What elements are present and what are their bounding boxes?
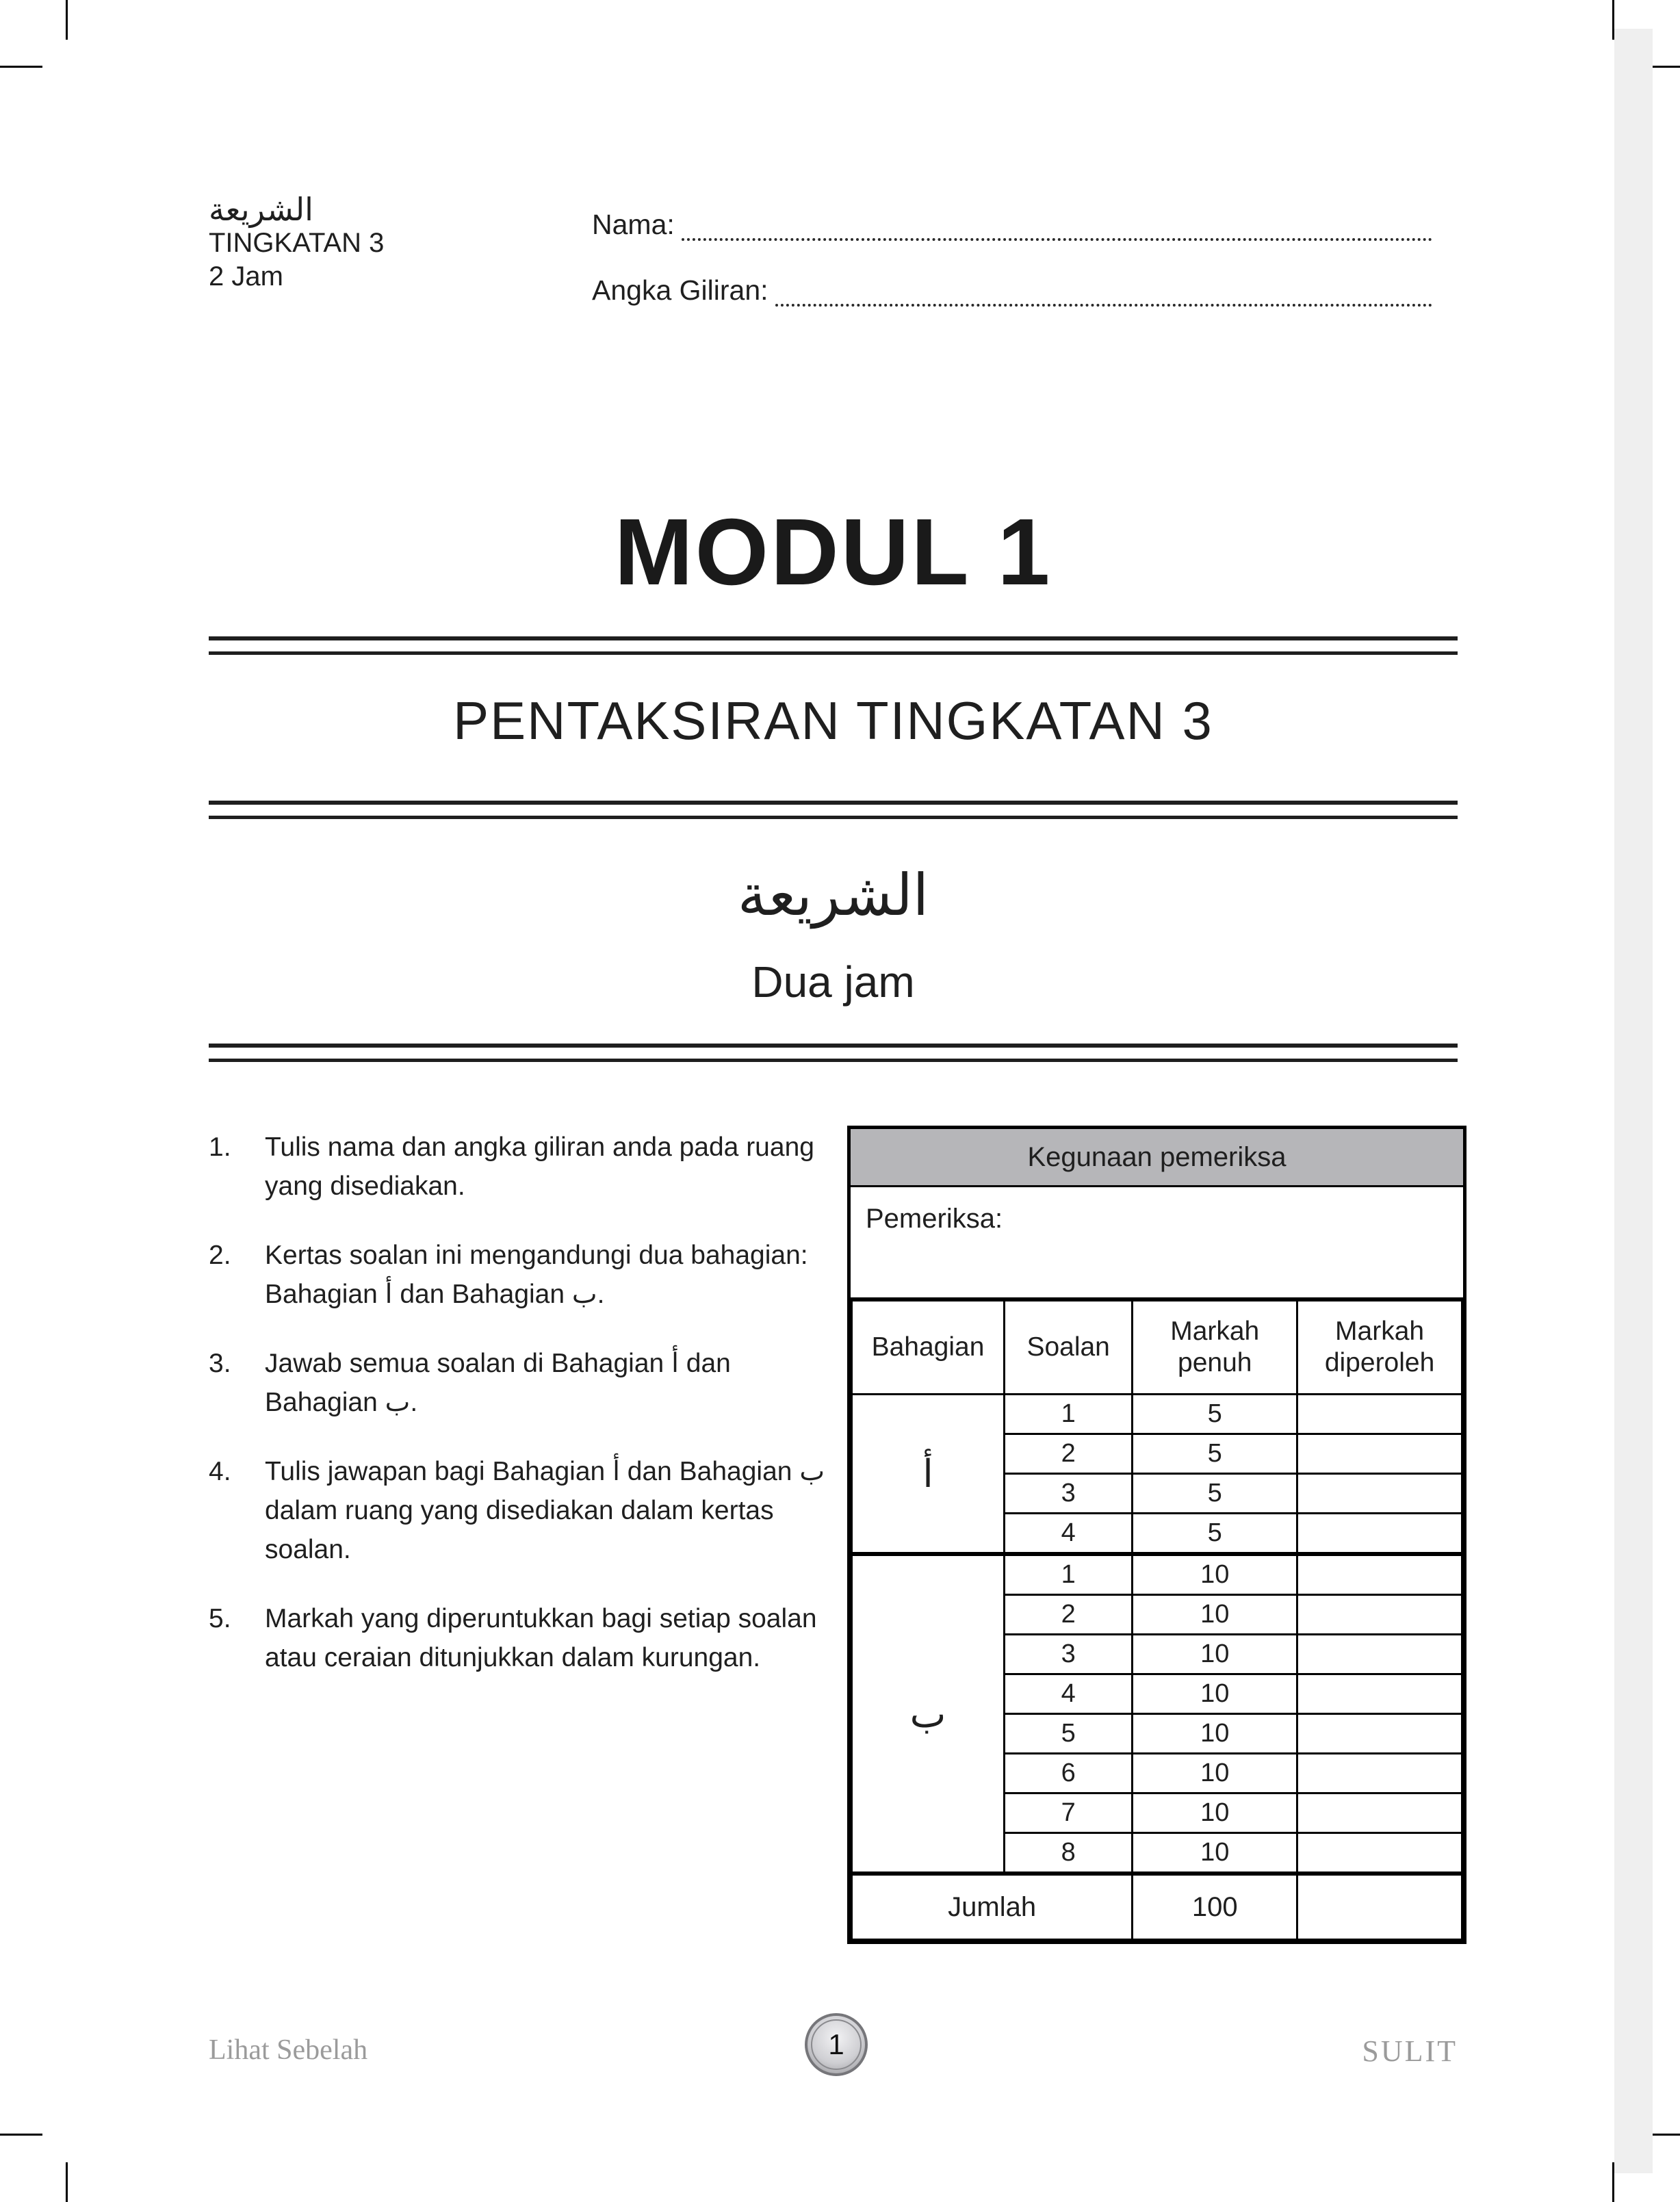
- header-subject-block: [209, 193, 384, 294]
- instruction-number: 1.: [209, 1132, 231, 1162]
- total-obtained-cell: [1297, 1874, 1462, 1940]
- rule-line: [209, 1044, 1458, 1048]
- divider-rule: [209, 1044, 1458, 1062]
- instruction-number: 5.: [209, 1604, 231, 1633]
- page-number: 1: [828, 2028, 844, 2060]
- rule-line: [209, 816, 1458, 819]
- soalan-cell: 3: [1005, 1635, 1133, 1674]
- markah-penuh-cell: 10: [1133, 1554, 1297, 1595]
- candidate-details-block: [592, 203, 1432, 334]
- column-header-soalan: Soalan: [1005, 1301, 1133, 1395]
- markah-penuh-cell: 10: [1133, 1714, 1297, 1754]
- instruction-item: [209, 1599, 828, 1677]
- name-label: Nama:: [592, 209, 675, 240]
- markah-penuh-cell: 10: [1133, 1833, 1297, 1874]
- page-edge-shadow: [1614, 29, 1653, 2173]
- markah-diperoleh-cell: [1297, 1754, 1462, 1793]
- index-number-fill-line: [775, 272, 1432, 307]
- module-title: MODUL 1: [614, 500, 1052, 605]
- instruction-number: 3.: [209, 1349, 231, 1378]
- rule-line: [209, 651, 1458, 655]
- total-row: [852, 1874, 1462, 1940]
- markah-penuh-cell: 5: [1133, 1434, 1297, 1474]
- header-subject-arabic: الشريعة: [209, 192, 313, 227]
- instruction-item: [209, 1452, 828, 1569]
- section-b-label: ب: [852, 1554, 1005, 1874]
- crop-mark-top-left-vertical: [66, 0, 68, 40]
- divider-rule: [209, 801, 1458, 819]
- section-a-label: أ: [852, 1395, 1005, 1555]
- examiner-name-field: Pemeriksa:: [851, 1187, 1463, 1299]
- markah-penuh-cell: 5: [1133, 1474, 1297, 1514]
- markah-penuh-cell: 10: [1133, 1793, 1297, 1833]
- name-fill-line: [682, 207, 1432, 241]
- instruction-text: Tulis nama dan angka giliran anda pada ruang yang disediakan.: [265, 1132, 814, 1201]
- page-number-badge: [805, 2013, 868, 2076]
- duration-text: Dua jam: [751, 957, 915, 1007]
- markah-diperoleh-cell: [1297, 1635, 1462, 1674]
- crop-mark-bottom-left-horizontal: [0, 2134, 42, 2136]
- markah-penuh-cell: 5: [1133, 1395, 1297, 1434]
- see-overleaf-text: Lihat Sebelah: [209, 2034, 368, 2066]
- total-label: Jumlah: [852, 1874, 1133, 1940]
- soalan-cell: 5: [1005, 1714, 1133, 1754]
- markah-penuh-cell: 10: [1133, 1674, 1297, 1714]
- table-row: [852, 1395, 1462, 1434]
- instructions-list: [209, 1128, 828, 1707]
- soalan-cell: 8: [1005, 1833, 1133, 1874]
- markah-diperoleh-cell: [1297, 1714, 1462, 1754]
- instruction-number: 4.: [209, 1457, 231, 1486]
- instruction-text: Kertas soalan ini mengandungi dua bahagian: Bahagian أ dan Bahagian ب.: [265, 1241, 808, 1309]
- column-header-markah-penuh: Markah penuh: [1133, 1301, 1297, 1395]
- markah-diperoleh-cell: [1297, 1595, 1462, 1635]
- marks-header-row: [852, 1301, 1462, 1395]
- name-row: [592, 203, 1432, 241]
- examiner-marks-table: [847, 1126, 1466, 1944]
- markah-diperoleh-cell: [1297, 1674, 1462, 1714]
- soalan-cell: 7: [1005, 1793, 1133, 1833]
- instruction-item: [209, 1128, 828, 1206]
- markah-penuh-cell: 10: [1133, 1595, 1297, 1635]
- rule-line: [209, 1059, 1458, 1062]
- instruction-number: 2.: [209, 1241, 231, 1270]
- soalan-cell: 1: [1005, 1395, 1133, 1434]
- soalan-cell: 4: [1005, 1514, 1133, 1555]
- rule-line: [209, 801, 1458, 805]
- markah-diperoleh-cell: [1297, 1793, 1462, 1833]
- markah-penuh-cell: 10: [1133, 1754, 1297, 1793]
- confidential-text: SULIT: [1362, 2034, 1458, 2068]
- marks-table-title: Kegunaan pemeriksa: [851, 1129, 1463, 1187]
- header-form-level: TINGKATAN 3: [209, 228, 385, 258]
- markah-diperoleh-cell: [1297, 1514, 1462, 1555]
- subject-arabic-title: الشريعة: [737, 863, 929, 927]
- table-row: [852, 1554, 1462, 1595]
- markah-diperoleh-cell: [1297, 1554, 1462, 1595]
- soalan-cell: 4: [1005, 1674, 1133, 1714]
- markah-diperoleh-cell: [1297, 1434, 1462, 1474]
- instruction-item: [209, 1236, 828, 1314]
- total-marks-cell: 100: [1133, 1874, 1297, 1940]
- soalan-cell: 2: [1005, 1434, 1133, 1474]
- crop-mark-bottom-left-vertical: [66, 2162, 68, 2202]
- markah-diperoleh-cell: [1297, 1395, 1462, 1434]
- instruction-text: Jawab semua soalan di Bahagian أ dan Bahagian ب.: [265, 1349, 731, 1417]
- assessment-title: PENTAKSIRAN TINGKATAN 3: [453, 690, 1213, 751]
- markah-diperoleh-cell: [1297, 1833, 1462, 1874]
- soalan-cell: 6: [1005, 1754, 1133, 1793]
- column-header-markah-diperoleh: Markah diperoleh: [1297, 1301, 1462, 1395]
- column-header-bahagian: Bahagian: [852, 1301, 1005, 1395]
- index-number-row: [592, 268, 1432, 307]
- instruction-text: Tulis jawapan bagi Bahagian أ dan Bahagian ب dalam ruang yang disediakan dalam kertas soalan.: [265, 1457, 825, 1564]
- instruction-text: Markah yang diperuntukkan bagi setiap soalan atau ceraian ditunjukkan dalam kurungan.: [265, 1604, 817, 1672]
- index-number-label: Angka Giliran:: [592, 274, 768, 306]
- markah-penuh-cell: 5: [1133, 1514, 1297, 1555]
- marks-grid: [851, 1299, 1463, 1941]
- crop-mark-top-left-horizontal: [0, 66, 42, 68]
- instruction-item: [209, 1344, 828, 1422]
- soalan-cell: 3: [1005, 1474, 1133, 1514]
- soalan-cell: 2: [1005, 1595, 1133, 1635]
- markah-diperoleh-cell: [1297, 1474, 1462, 1514]
- markah-penuh-cell: 10: [1133, 1635, 1297, 1674]
- soalan-cell: 1: [1005, 1554, 1133, 1595]
- divider-rule: [209, 636, 1458, 655]
- rule-line: [209, 636, 1458, 640]
- header-duration: 2 Jam: [209, 261, 283, 292]
